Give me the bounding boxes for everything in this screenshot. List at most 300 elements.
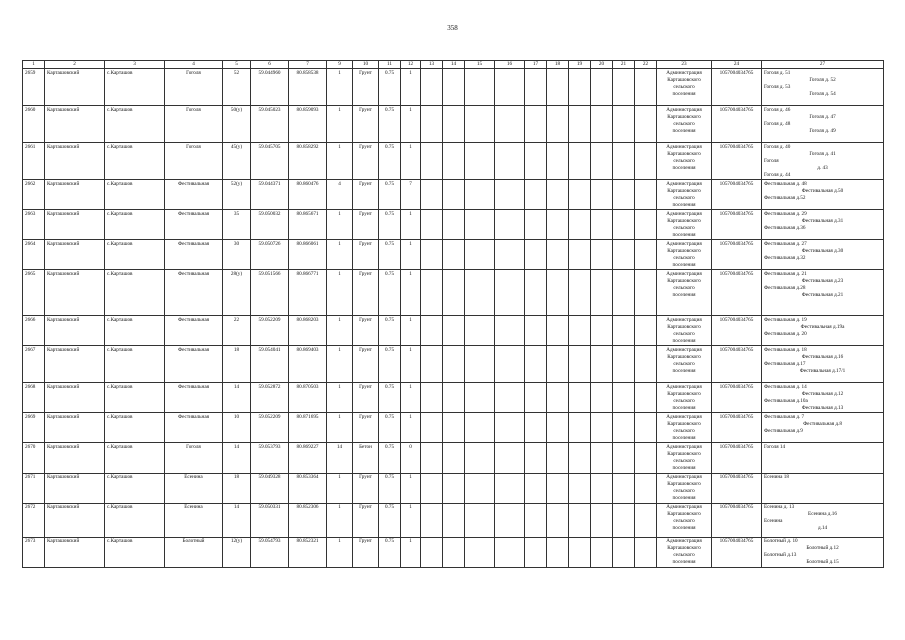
cell-surface: Грунт [353,413,379,443]
table-row [23,383,884,413]
address-line: Гоголя д. 53 [764,83,791,90]
cell-owner [657,413,712,443]
cell-owner [657,473,712,503]
cell-col12: 1 [401,210,421,240]
cell-house: 22 [223,316,251,346]
column-header: 24 [712,61,762,69]
header-row [23,61,884,69]
cell-house: 18 [223,473,251,503]
address-line: Фестивальная д.31 [801,217,844,224]
cell-longitude: 80.868203 [289,316,327,346]
cell-municipality: Карташовский [45,503,105,537]
column-header: 17 [525,61,547,69]
cell-empty [465,106,495,143]
column-header: 4 [165,61,223,69]
owner-line: поселения [672,404,696,411]
cell-longitude: 80.866771 [289,270,327,316]
cell-empty [465,537,495,567]
cell-addresses [762,210,884,240]
cell-empty [547,346,569,383]
cell-empty [569,240,591,270]
cell-locality: с.Карташов [105,240,165,270]
cell-municipality: Карташовский [45,106,105,143]
cell-inn: 1057004034765 [712,537,762,567]
cell-empty [635,383,657,413]
column-header: 1 [23,61,45,69]
cell-empty [465,346,495,383]
cell-empty [495,143,525,180]
owner-line: Администрация [666,69,702,76]
address-line: Фестивальная д.52 [764,194,806,201]
address-line: Фестивальная д.17/1 [799,367,846,374]
cell-municipality: Карташовский [45,473,105,503]
column-header: 15 [465,61,495,69]
cell-empty [569,443,591,473]
cell-empty [569,270,591,316]
cell-empty [465,503,495,537]
table-row [23,316,884,346]
cell-owner [657,316,712,346]
cell-street: Фестивальная [165,240,223,270]
cell-municipality: Карташовский [45,537,105,567]
cell-empty [591,106,613,143]
cell-municipality: Карташовский [45,210,105,240]
cell-empty [495,240,525,270]
cell-owner [657,537,712,567]
cell-empty [525,210,547,240]
cell-house: 35 [223,210,251,240]
owner-line: Администрация [666,270,702,277]
cell-house: 18 [223,346,251,383]
table-row [23,143,884,180]
cell-empty [569,180,591,210]
address-line: Гоголя д. 46 [764,106,791,113]
cell-municipality: Карташовский [45,69,105,106]
cell-empty [495,316,525,346]
cell-street: Фестивальная [165,346,223,383]
cell-number: 2659 [23,69,45,106]
cell-surface: Грунт [353,316,379,346]
cell-addresses [762,240,884,270]
cell-empty [443,473,465,503]
cell-addresses [762,143,884,180]
cell-house: 45(у) [223,143,251,180]
owner-line: поселения [672,261,696,268]
address-line: Фестивальная д.30 [801,247,844,254]
cell-addresses [762,537,884,567]
owner-line: сельского [673,194,695,201]
owner-line: сельского [673,488,695,495]
cell-number: 2660 [23,106,45,143]
cell-col12: 1 [401,503,421,537]
cell-col11: 0.75 [379,69,401,106]
cell-empty [421,180,443,210]
cell-owner [657,180,712,210]
cell-surface: Бетон [353,443,379,473]
cell-empty [421,69,443,106]
cell-empty [591,143,613,180]
cell-longitude: 80.869227 [289,443,327,473]
cell-empty [495,443,525,473]
cell-longitude: 80.858292 [289,143,327,180]
address-line: Гоголя д. 40 [764,143,791,150]
cell-surface: Грунт [353,143,379,180]
cell-owner [657,143,712,180]
cell-municipality: Карташовский [45,443,105,473]
address-line: Болотный д.13 [764,552,797,559]
cell-street: Гоголя [165,69,223,106]
cell-empty [495,537,525,567]
table-row [23,443,884,473]
cell-latitude: 59.052209 [251,316,289,346]
cell-owner [657,443,712,473]
cell-empty [613,443,635,473]
cell-col12: 1 [401,346,421,383]
cell-empty [525,180,547,210]
cell-inn: 1057004034765 [712,270,762,316]
cell-empty [495,69,525,106]
address-line: Фестивальная д.19а [800,323,845,330]
owner-line: Администрация [666,383,702,390]
cell-empty [569,143,591,180]
owner-line: Карташовского [667,323,701,330]
cell-empty [547,180,569,210]
cell-latitude: 59.054041 [251,346,289,383]
cell-col11: 0.75 [379,443,401,473]
cell-house: 10 [223,413,251,443]
cell-owner [657,240,712,270]
cell-empty [635,210,657,240]
cell-street: Фестивальная [165,383,223,413]
address-line: Гоголя д. 49 [809,127,836,134]
table-row [23,537,884,567]
cell-latitude: 59.050726 [251,240,289,270]
owner-line: поселения [672,465,696,472]
cell-empty [635,316,657,346]
cell-empty [525,346,547,383]
column-header: 2 [45,61,105,69]
cell-col11: 0.75 [379,413,401,443]
owner-line: сельского [673,330,695,337]
cell-empty [635,537,657,567]
cell-empty [547,240,569,270]
cell-inn: 1057004034765 [712,473,762,503]
cell-empty [613,316,635,346]
address-line: Гоголя [764,157,779,164]
column-header: 13 [421,61,443,69]
owner-line: Администрация [666,106,702,113]
owner-line: поселения [672,337,696,344]
cell-street: Гоголя [165,443,223,473]
owner-line: Администрация [666,316,702,323]
cell-house: 50(у) [223,106,251,143]
cell-empty [569,210,591,240]
cell-house: 14 [223,503,251,537]
cell-latitude: 59.044960 [251,69,289,106]
cell-empty [613,383,635,413]
cell-empty [569,383,591,413]
owner-line: Карташовского [667,113,701,120]
owner-line: сельского [673,518,695,525]
cell-street: Фестивальная [165,316,223,346]
cell-empty [421,443,443,473]
cell-number: 2673 [23,537,45,567]
cell-longitude: 80.871695 [289,413,327,443]
cell-empty [569,106,591,143]
cell-locality: с.Карташов [105,143,165,180]
cell-locality: с.Карташов [105,537,165,567]
cell-street: Фестивальная [165,210,223,240]
cell-empty [495,106,525,143]
address-line: Фестивальная д.12 [801,390,844,397]
owner-line: Карташовского [667,353,701,360]
owner-line: поселения [672,434,696,441]
cell-locality: с.Карташов [105,69,165,106]
cell-empty [569,503,591,537]
owner-line: Администрация [666,504,702,511]
cell-empty [465,473,495,503]
address-line: д.14 [817,525,828,532]
cell-empty [495,503,525,537]
cell-inn: 1057004034765 [712,69,762,106]
cell-col12: 1 [401,69,421,106]
cell-empty [613,69,635,106]
cell-municipality: Карташовский [45,413,105,443]
cell-house: 12(у) [223,537,251,567]
column-header: 27 [762,61,884,69]
cell-col11: 0.75 [379,537,401,567]
address-line: Фестивальная д.32 [764,254,806,261]
cell-empty [613,503,635,537]
cell-longitude: 80.870503 [289,383,327,413]
cell-number: 2665 [23,270,45,316]
cell-empty [569,346,591,383]
cell-number: 2664 [23,240,45,270]
cell-house: 52 [223,69,251,106]
cell-surface: Грунт [353,69,379,106]
cell-empty [613,143,635,180]
cell-street: Гоголя [165,143,223,180]
cell-empty [591,473,613,503]
cell-empty [465,270,495,316]
cell-municipality: Карташовский [45,270,105,316]
cell-empty [495,473,525,503]
address-line: Есенина д. 13 [764,504,795,511]
cell-inn: 1057004034765 [712,143,762,180]
cell-locality: с.Карташов [105,180,165,210]
table-row [23,69,884,106]
cell-locality: с.Карташов [105,503,165,537]
owner-line: Карташовского [667,217,701,224]
column-header: 3 [105,61,165,69]
cell-col9: 1 [327,143,353,180]
cell-longitude: 80.852321 [289,537,327,567]
cell-empty [525,537,547,567]
cell-addresses [762,106,884,143]
table-row [23,413,884,443]
table-row [23,270,884,316]
cell-addresses [762,346,884,383]
owner-line: поселения [672,201,696,208]
cell-street: Есенина [165,503,223,537]
cell-empty [443,106,465,143]
cell-empty [547,316,569,346]
cell-empty [421,106,443,143]
address-line: Фестивальная д.13 [801,404,844,411]
cell-longitude: 80.869403 [289,346,327,383]
cell-col12: 7 [401,180,421,210]
register-table [22,60,884,568]
column-header: 9 [327,61,353,69]
owner-line: поселения [672,525,696,532]
address-line: Фестивальная д.21 [801,291,844,298]
cell-empty [547,473,569,503]
column-header: 10 [353,61,379,69]
address-line: Фестивальная д.10а [764,397,808,404]
cell-col11: 0.75 [379,503,401,537]
cell-empty [591,537,613,567]
cell-inn: 1057004034765 [712,106,762,143]
cell-empty [443,270,465,316]
cell-surface: Грунт [353,270,379,316]
cell-surface: Грунт [353,383,379,413]
cell-col9: 4 [327,180,353,210]
column-header: 14 [443,61,465,69]
cell-col12: 1 [401,143,421,180]
cell-addresses [762,316,884,346]
cell-col9: 1 [327,346,353,383]
cell-empty [421,270,443,316]
cell-locality: с.Карташов [105,270,165,316]
cell-empty [591,443,613,473]
cell-empty [443,346,465,383]
cell-municipality: Карташовский [45,143,105,180]
owner-line: сельского [673,120,695,127]
cell-house: 30 [223,240,251,270]
cell-latitude: 59.049328 [251,473,289,503]
cell-col9: 1 [327,106,353,143]
owner-line: Карташовского [667,390,701,397]
cell-addresses [762,413,884,443]
address-line: Болотный д.15 [806,559,839,566]
cell-empty [443,383,465,413]
cell-col12: 1 [401,270,421,316]
cell-surface: Грунт [353,180,379,210]
cell-empty [421,413,443,443]
owner-line: поселения [672,164,696,171]
cell-empty [443,180,465,210]
owner-line: Карташовского [667,450,701,457]
cell-locality: с.Карташов [105,383,165,413]
cell-street: Фестивальная [165,180,223,210]
cell-addresses [762,503,884,537]
cell-empty [591,69,613,106]
address-line: Фестивальная д. 48 [764,180,807,187]
column-header: 16 [495,61,525,69]
cell-col11: 0.75 [379,346,401,383]
cell-empty [635,473,657,503]
cell-col9: 1 [327,316,353,346]
cell-empty [547,270,569,316]
cell-empty [525,69,547,106]
cell-empty [421,240,443,270]
cell-empty [547,503,569,537]
table-row [23,346,884,383]
cell-empty [525,143,547,180]
address-line: Гоголя д. 41 [809,150,836,157]
cell-empty [613,240,635,270]
cell-col12: 1 [401,106,421,143]
cell-empty [525,270,547,316]
address-line: Фестивальная д.36 [764,224,806,231]
cell-latitude: 59.045705 [251,143,289,180]
owner-line: Администрация [666,346,702,353]
cell-house: 52(у) [223,180,251,210]
cell-surface: Грунт [353,473,379,503]
cell-empty [547,443,569,473]
cell-empty [547,383,569,413]
owner-line: Карташовского [667,545,701,552]
cell-addresses [762,69,884,106]
cell-col11: 0.75 [379,473,401,503]
cell-col9: 1 [327,503,353,537]
cell-longitude: 80.866061 [289,240,327,270]
cell-empty [591,180,613,210]
table-row [23,473,884,503]
cell-street: Гоголя [165,106,223,143]
cell-addresses [762,473,884,503]
cell-empty [465,443,495,473]
cell-col9: 1 [327,69,353,106]
cell-empty [591,240,613,270]
cell-municipality: Карташовский [45,346,105,383]
cell-col11: 0.75 [379,180,401,210]
address-line: Есенина 18 [764,474,789,481]
cell-inn: 1057004034765 [712,346,762,383]
owner-line: сельского [673,157,695,164]
column-header: 6 [251,61,289,69]
cell-empty [465,240,495,270]
cell-empty [547,210,569,240]
cell-col12: 1 [401,537,421,567]
owner-line: поселения [672,231,696,238]
cell-empty [465,180,495,210]
cell-col12: 0 [401,443,421,473]
cell-empty [525,503,547,537]
address-line: Гоголя д. 54 [809,90,836,97]
address-line: Гоголя д. 44 [764,171,791,178]
cell-empty [443,69,465,106]
address-line: Фестивальная д.16 [801,353,844,360]
cell-empty [443,413,465,443]
address-line: Фестивальная д. 29 [764,210,807,217]
cell-empty [613,537,635,567]
cell-col11: 0.75 [379,270,401,316]
cell-house: 14 [223,443,251,473]
cell-empty [525,443,547,473]
address-line: Фестивальная д. 7 [764,413,805,420]
cell-inn: 1057004034765 [712,383,762,413]
cell-empty [465,210,495,240]
cell-empty [495,346,525,383]
cell-empty [443,240,465,270]
cell-empty [635,106,657,143]
cell-number: 2661 [23,143,45,180]
cell-inn: 1057004034765 [712,180,762,210]
column-header: 23 [657,61,712,69]
cell-number: 2672 [23,503,45,537]
cell-empty [613,106,635,143]
